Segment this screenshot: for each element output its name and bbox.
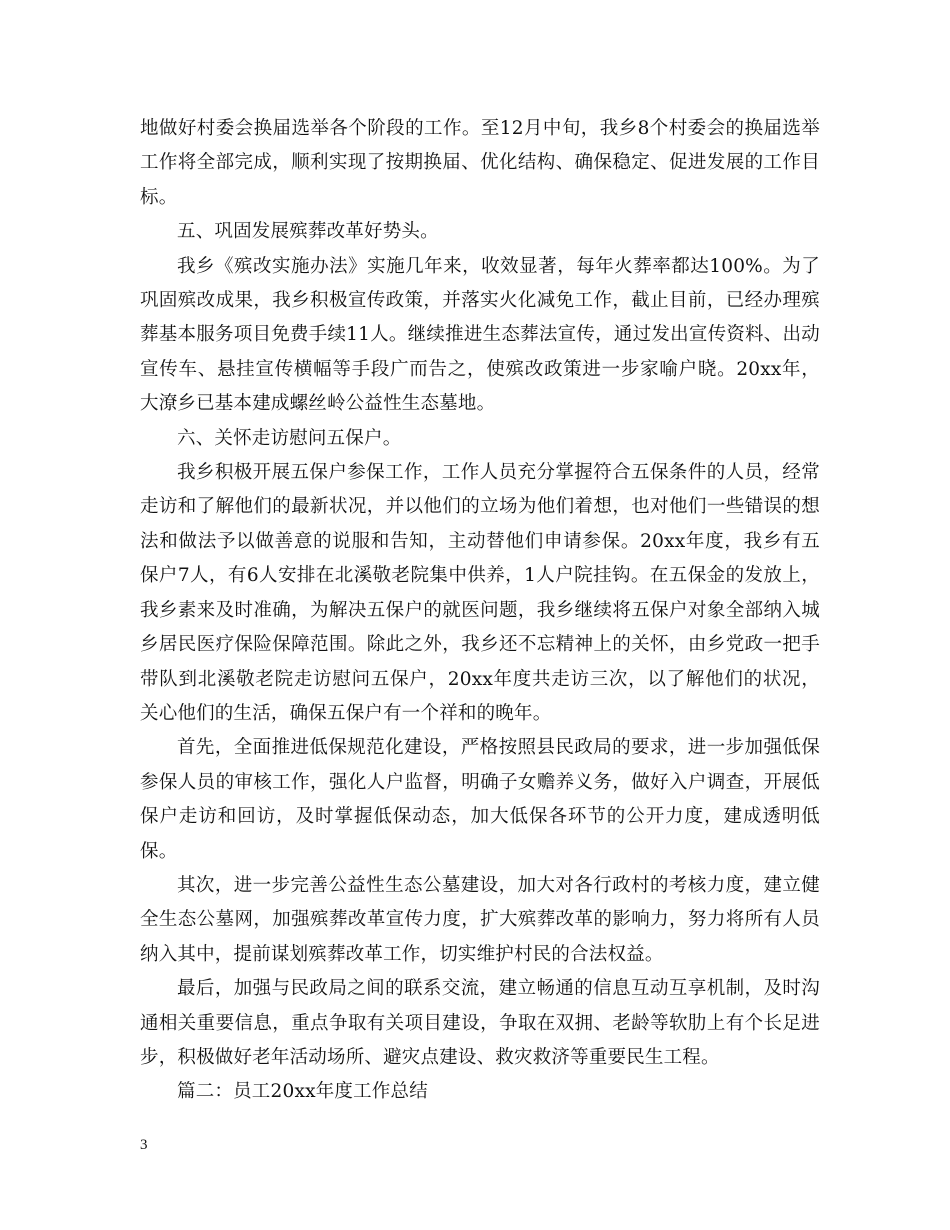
paragraph-five-guarantee: 我乡积极开展五保户参保工作，工作人员充分掌握符合五保条件的人员，经常走访和了解他们的最新状况，并以他们的立场为他们着想，也对他们一些错误的想法和做法予以做善意的说服和告知，主动替他们申请参保。20xx年度，我乡有五保户7人，有6人安排在北溪敬老院集中供养，1人户院挂钩。在五保金的发放上，我乡素来及时准确，为解决五保户的就医问题，我乡继续将五保户对象全部纳入城乡居民医疗保险保障范围。除此之外，我乡还不忘精神上的关怀，由乡党政一把手带队到北溪敬老院走访慰问五保户，20xx年度共走访三次，以了解他们的状况，关心他们的生活，确保五保户有一个祥和的晚年。 [140,462,820,724]
paragraph-continuation: 地做好村委会换届选举各个阶段的工作。至12月中旬，我乡8个村委会的换届选举工作将全部完成，顺利实现了按期换届、优化结构、确保稳定、促进发展的工作目标。 [140,118,820,208]
paragraph-first: 首先，全面推进低保规范化建设，严格按照县民政局的要求，进一步加强低保参保人员的审核工作，强化人户监督，明确子女赡养义务，做好入户调查，开展低保户走访和回访，及时掌握低保动态，加大低保各环节的公开力度，建成透明低保。 [140,737,820,862]
paragraph-finally: 最后，加强与民政局之间的联系交流，建立畅通的信息互动互享机制，及时沟通相关重要信息，重点争取有关项目建设，争取在双拥、老龄等软肋上有个长足进步，积极做好老年活动场所、避灾点建设、救灾救济等重要民生工程。 [140,978,820,1068]
section-heading-funeral-reform: 五、巩固发展殡葬改革好势头。 [177,221,439,243]
page-number: 3 [140,1137,148,1153]
section-heading-five-guarantee: 六、关怀走访慰问五保户。 [177,427,402,449]
paragraph-second: 其次，进一步完善公益性生态公墓建设，加大对各行政村的考核力度，建立健全生态公墓网，加强殡葬改革宣传力度，扩大殡葬改革的影响力，努力将所有人员纳入其中，提前谋划殡葬改革工作，切实维护村民的合法权益。 [140,874,820,965]
chapter-heading-part-two: 篇二：员工20xx年度工作总结 [177,1081,428,1103]
body-text [140,112,820,1110]
paragraph-funeral-reform: 我乡《殡改实施办法》实施几年来，收效显著，每年火葬率都达100%。为了巩固殡改成果，我乡积极宣传政策，并落实火化减免工作，截止目前，已经办理殡葬基本服务项目免费手续11人。继续推进生态葬法宣传，通过发出宣传资料、出动宣传车、悬挂宣传横幅等手段广而告之，使殡改政策进一步家喻户晓。20xx年，大潦乡已基本建成螺丝岭公益性生态墓地。 [140,255,820,415]
